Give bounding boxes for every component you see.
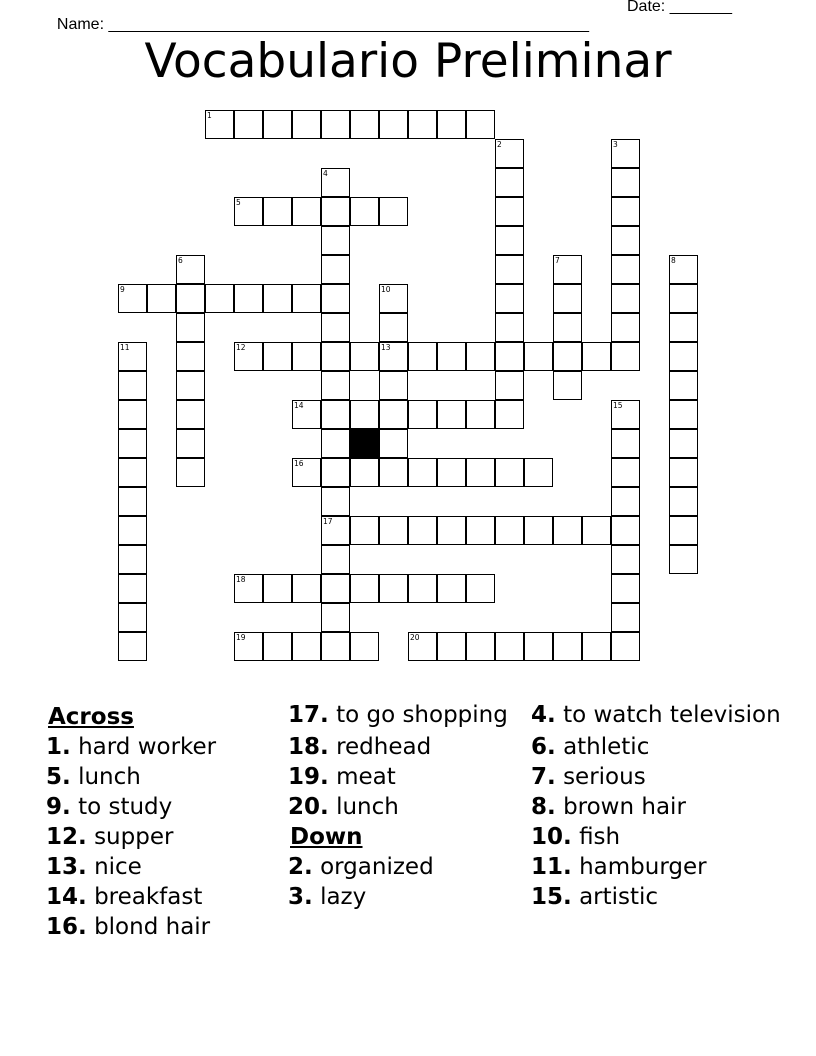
grid-cell[interactable] bbox=[553, 371, 582, 400]
grid-cell[interactable] bbox=[350, 516, 379, 545]
grid-cell[interactable] bbox=[408, 516, 437, 545]
grid-cell[interactable] bbox=[408, 400, 437, 429]
grid-cell[interactable] bbox=[321, 516, 350, 545]
grid-cell[interactable] bbox=[379, 458, 408, 487]
grid-cell[interactable] bbox=[118, 516, 147, 545]
grid-cell[interactable] bbox=[350, 342, 379, 371]
grid-cell[interactable] bbox=[350, 110, 379, 139]
clue-number: 2 bbox=[497, 140, 502, 149]
grid-cell[interactable] bbox=[611, 574, 640, 603]
grid-cell[interactable] bbox=[118, 487, 147, 516]
grid-cell[interactable] bbox=[466, 632, 495, 661]
grid-cell[interactable] bbox=[321, 168, 350, 197]
clue-number: 8 bbox=[671, 256, 676, 265]
grid-cell[interactable] bbox=[466, 458, 495, 487]
grid-cell[interactable] bbox=[234, 342, 263, 371]
grid-cell[interactable] bbox=[437, 632, 466, 661]
grid-cell[interactable] bbox=[495, 168, 524, 197]
grid-cell[interactable] bbox=[234, 284, 263, 313]
black-cell bbox=[350, 429, 379, 458]
grid-cell[interactable] bbox=[495, 197, 524, 226]
clue-number: 18 bbox=[236, 575, 246, 584]
grid-cell[interactable] bbox=[495, 139, 524, 168]
grid-cell[interactable] bbox=[263, 284, 292, 313]
grid-cell[interactable] bbox=[437, 110, 466, 139]
grid-cell[interactable] bbox=[321, 400, 350, 429]
grid-cell[interactable] bbox=[292, 284, 321, 313]
grid-cell[interactable] bbox=[495, 400, 524, 429]
clue-number: 1 bbox=[207, 111, 212, 120]
grid-cell[interactable] bbox=[379, 313, 408, 342]
grid-cell[interactable] bbox=[611, 516, 640, 545]
clue-number: 7 bbox=[555, 256, 560, 265]
grid-cell[interactable] bbox=[437, 574, 466, 603]
grid-cell[interactable] bbox=[379, 400, 408, 429]
grid-cell[interactable] bbox=[321, 284, 350, 313]
grid-cell[interactable] bbox=[437, 400, 466, 429]
grid-cell[interactable] bbox=[582, 342, 611, 371]
grid-cell[interactable] bbox=[466, 342, 495, 371]
grid-cell[interactable] bbox=[379, 197, 408, 226]
clue-number: 6 bbox=[178, 256, 183, 265]
grid-cell[interactable] bbox=[321, 342, 350, 371]
grid-cell[interactable] bbox=[118, 400, 147, 429]
grid-cell[interactable] bbox=[495, 632, 524, 661]
grid-cell[interactable] bbox=[669, 516, 698, 545]
grid-cell[interactable] bbox=[292, 342, 321, 371]
grid-cell[interactable] bbox=[350, 197, 379, 226]
grid-cell[interactable] bbox=[176, 400, 205, 429]
across-clue-12: 12. supper bbox=[46, 824, 174, 850]
grid-cell[interactable] bbox=[118, 458, 147, 487]
clue-number: 20 bbox=[410, 633, 420, 642]
grid-cell[interactable] bbox=[669, 400, 698, 429]
grid-cell[interactable] bbox=[611, 632, 640, 661]
grid-cell[interactable] bbox=[553, 516, 582, 545]
clue-number: 17 bbox=[323, 517, 333, 526]
grid-cell[interactable] bbox=[524, 458, 553, 487]
grid-cell[interactable] bbox=[669, 313, 698, 342]
clue-number: 10 bbox=[381, 285, 391, 294]
grid-cell[interactable] bbox=[408, 574, 437, 603]
grid-cell[interactable] bbox=[176, 284, 205, 313]
grid-cell[interactable] bbox=[524, 632, 553, 661]
grid-cell[interactable] bbox=[205, 110, 234, 139]
grid-cell[interactable] bbox=[350, 574, 379, 603]
grid-cell[interactable] bbox=[495, 284, 524, 313]
clue-number: 5 bbox=[236, 198, 241, 207]
grid-cell[interactable] bbox=[495, 371, 524, 400]
grid-cell[interactable] bbox=[176, 458, 205, 487]
grid-cell[interactable] bbox=[205, 284, 234, 313]
grid-cell[interactable] bbox=[524, 516, 553, 545]
grid-cell[interactable] bbox=[611, 197, 640, 226]
grid-cell[interactable] bbox=[669, 458, 698, 487]
grid-cell[interactable] bbox=[582, 516, 611, 545]
grid-cell[interactable] bbox=[118, 284, 147, 313]
grid-cell[interactable] bbox=[611, 603, 640, 632]
down-clue-7: 7. serious bbox=[531, 764, 646, 790]
across-clue-14: 14. breakfast bbox=[46, 884, 203, 910]
grid-cell[interactable] bbox=[611, 429, 640, 458]
grid-cell[interactable] bbox=[292, 400, 321, 429]
grid-cell[interactable] bbox=[611, 342, 640, 371]
grid-cell[interactable] bbox=[118, 603, 147, 632]
grid-cell[interactable] bbox=[118, 342, 147, 371]
across-clue-5: 5. lunch bbox=[46, 764, 141, 790]
down-clue-3: 3. lazy bbox=[288, 884, 367, 910]
grid-cell[interactable] bbox=[669, 545, 698, 574]
grid-cell[interactable] bbox=[350, 458, 379, 487]
grid-cell[interactable] bbox=[669, 255, 698, 284]
across-clue-9: 9. to study bbox=[46, 794, 173, 820]
grid-cell[interactable] bbox=[379, 371, 408, 400]
grid-cell[interactable] bbox=[379, 342, 408, 371]
grid-cell[interactable] bbox=[234, 197, 263, 226]
grid-cell[interactable] bbox=[553, 632, 582, 661]
grid-cell[interactable] bbox=[379, 110, 408, 139]
clues-column-2 bbox=[290, 702, 530, 912]
across-clue-17: 17. to go shopping bbox=[288, 702, 508, 728]
down-clue-11: 11. hamburger bbox=[531, 854, 707, 880]
grid-cell[interactable] bbox=[466, 110, 495, 139]
down-clue-4: 4. to watch television bbox=[531, 702, 781, 728]
grid-cell[interactable] bbox=[292, 458, 321, 487]
grid-cell[interactable] bbox=[611, 139, 640, 168]
grid-cell[interactable] bbox=[321, 458, 350, 487]
clue-number: 12 bbox=[236, 343, 246, 352]
grid-cell[interactable] bbox=[234, 110, 263, 139]
grid-cell[interactable] bbox=[176, 342, 205, 371]
clues-column-1 bbox=[48, 702, 288, 942]
grid-cell[interactable] bbox=[466, 574, 495, 603]
grid-cell[interactable] bbox=[466, 516, 495, 545]
grid-cell[interactable] bbox=[611, 168, 640, 197]
grid-cell[interactable] bbox=[118, 632, 147, 661]
clue-number: 14 bbox=[294, 401, 304, 410]
grid-cell[interactable] bbox=[611, 458, 640, 487]
grid-cell[interactable] bbox=[118, 429, 147, 458]
down-heading: Down bbox=[290, 824, 363, 850]
grid-cell[interactable] bbox=[321, 574, 350, 603]
grid-cell[interactable] bbox=[118, 574, 147, 603]
grid-cell[interactable] bbox=[611, 313, 640, 342]
grid-cell[interactable] bbox=[176, 313, 205, 342]
grid-cell[interactable] bbox=[669, 284, 698, 313]
grid-cell[interactable] bbox=[263, 342, 292, 371]
clue-number: 13 bbox=[381, 343, 391, 352]
grid-cell[interactable] bbox=[350, 400, 379, 429]
date-field-label[interactable]: Date: _______ bbox=[627, 0, 732, 15]
grid-cell[interactable] bbox=[321, 197, 350, 226]
grid-cell[interactable] bbox=[292, 110, 321, 139]
clue-number: 4 bbox=[323, 169, 328, 178]
grid-cell[interactable] bbox=[437, 458, 466, 487]
grid-cell[interactable] bbox=[553, 255, 582, 284]
grid-cell[interactable] bbox=[611, 487, 640, 516]
across-clue-13: 13. nice bbox=[46, 854, 142, 880]
clue-number: 3 bbox=[613, 140, 618, 149]
grid-cell[interactable] bbox=[176, 371, 205, 400]
grid-cell[interactable] bbox=[408, 632, 437, 661]
clue-number: 11 bbox=[120, 343, 130, 352]
down-clue-15: 15. artistic bbox=[531, 884, 659, 910]
grid-cell[interactable] bbox=[321, 226, 350, 255]
grid-cell[interactable] bbox=[321, 545, 350, 574]
grid-cell[interactable] bbox=[611, 255, 640, 284]
name-field-label[interactable]: Name: ______________________________________________________ bbox=[56, 16, 589, 33]
grid-cell[interactable] bbox=[118, 371, 147, 400]
across-clue-20: 20. lunch bbox=[288, 794, 399, 820]
down-clue-10: 10. fish bbox=[531, 824, 621, 850]
across-clue-16: 16. blond hair bbox=[46, 914, 211, 940]
clue-number: 15 bbox=[613, 401, 623, 410]
page-title: Vocabulario Preliminar bbox=[144, 34, 672, 89]
grid-cell[interactable] bbox=[263, 574, 292, 603]
grid-cell[interactable] bbox=[321, 632, 350, 661]
grid-cell[interactable] bbox=[495, 226, 524, 255]
grid-cell[interactable] bbox=[176, 429, 205, 458]
grid-cell[interactable] bbox=[350, 632, 379, 661]
down-clue-6: 6. athletic bbox=[531, 734, 650, 760]
grid-cell[interactable] bbox=[321, 255, 350, 284]
grid-cell[interactable] bbox=[321, 603, 350, 632]
down-clue-2: 2. organized bbox=[288, 854, 434, 880]
grid-cell[interactable] bbox=[495, 342, 524, 371]
grid-cell[interactable] bbox=[321, 110, 350, 139]
grid-cell[interactable] bbox=[292, 574, 321, 603]
across-clue-1: 1. hard worker bbox=[46, 734, 217, 760]
grid-cell[interactable] bbox=[379, 574, 408, 603]
grid-cell[interactable] bbox=[321, 429, 350, 458]
grid-cell[interactable] bbox=[553, 342, 582, 371]
clue-number: 19 bbox=[236, 633, 246, 642]
grid-cell[interactable] bbox=[524, 342, 553, 371]
grid-cell[interactable] bbox=[495, 255, 524, 284]
grid-cell[interactable] bbox=[611, 226, 640, 255]
grid-cell[interactable] bbox=[321, 313, 350, 342]
grid-cell[interactable] bbox=[292, 632, 321, 661]
grid-cell[interactable] bbox=[263, 632, 292, 661]
grid-cell[interactable] bbox=[321, 371, 350, 400]
grid-cell[interactable] bbox=[611, 545, 640, 574]
grid-cell[interactable] bbox=[553, 313, 582, 342]
down-clue-8: 8. brown hair bbox=[531, 794, 686, 820]
across-heading: Across bbox=[48, 704, 134, 730]
grid-cell[interactable] bbox=[408, 110, 437, 139]
grid-cell[interactable] bbox=[379, 429, 408, 458]
grid-cell[interactable] bbox=[263, 197, 292, 226]
grid-cell[interactable] bbox=[379, 284, 408, 313]
grid-cell[interactable] bbox=[611, 400, 640, 429]
grid-cell[interactable] bbox=[263, 110, 292, 139]
grid-cell[interactable] bbox=[408, 342, 437, 371]
grid-cell[interactable] bbox=[176, 255, 205, 284]
clue-number: 9 bbox=[120, 285, 125, 294]
grid-cell[interactable] bbox=[669, 429, 698, 458]
grid-cell[interactable] bbox=[669, 371, 698, 400]
grid-cell[interactable] bbox=[495, 313, 524, 342]
grid-cell[interactable] bbox=[379, 516, 408, 545]
grid-cell[interactable] bbox=[582, 632, 611, 661]
grid-cell[interactable] bbox=[147, 284, 176, 313]
grid-cell[interactable] bbox=[321, 487, 350, 516]
grid-cell[interactable] bbox=[611, 284, 640, 313]
grid-cell[interactable] bbox=[408, 458, 437, 487]
across-clue-19: 19. meat bbox=[288, 764, 396, 790]
grid-cell[interactable] bbox=[437, 342, 466, 371]
grid-cell[interactable] bbox=[292, 197, 321, 226]
grid-cell[interactable] bbox=[495, 458, 524, 487]
clue-number: 16 bbox=[294, 459, 304, 468]
clues-column-3 bbox=[533, 702, 793, 912]
grid-cell[interactable] bbox=[437, 516, 466, 545]
grid-cell[interactable] bbox=[118, 545, 147, 574]
grid-cell[interactable] bbox=[553, 284, 582, 313]
grid-cell[interactable] bbox=[669, 342, 698, 371]
grid-cell[interactable] bbox=[669, 487, 698, 516]
grid-cell[interactable] bbox=[495, 516, 524, 545]
grid-cell[interactable] bbox=[234, 574, 263, 603]
grid-cell[interactable] bbox=[234, 632, 263, 661]
across-clue-18: 18. redhead bbox=[288, 734, 432, 760]
grid-cell[interactable] bbox=[466, 400, 495, 429]
